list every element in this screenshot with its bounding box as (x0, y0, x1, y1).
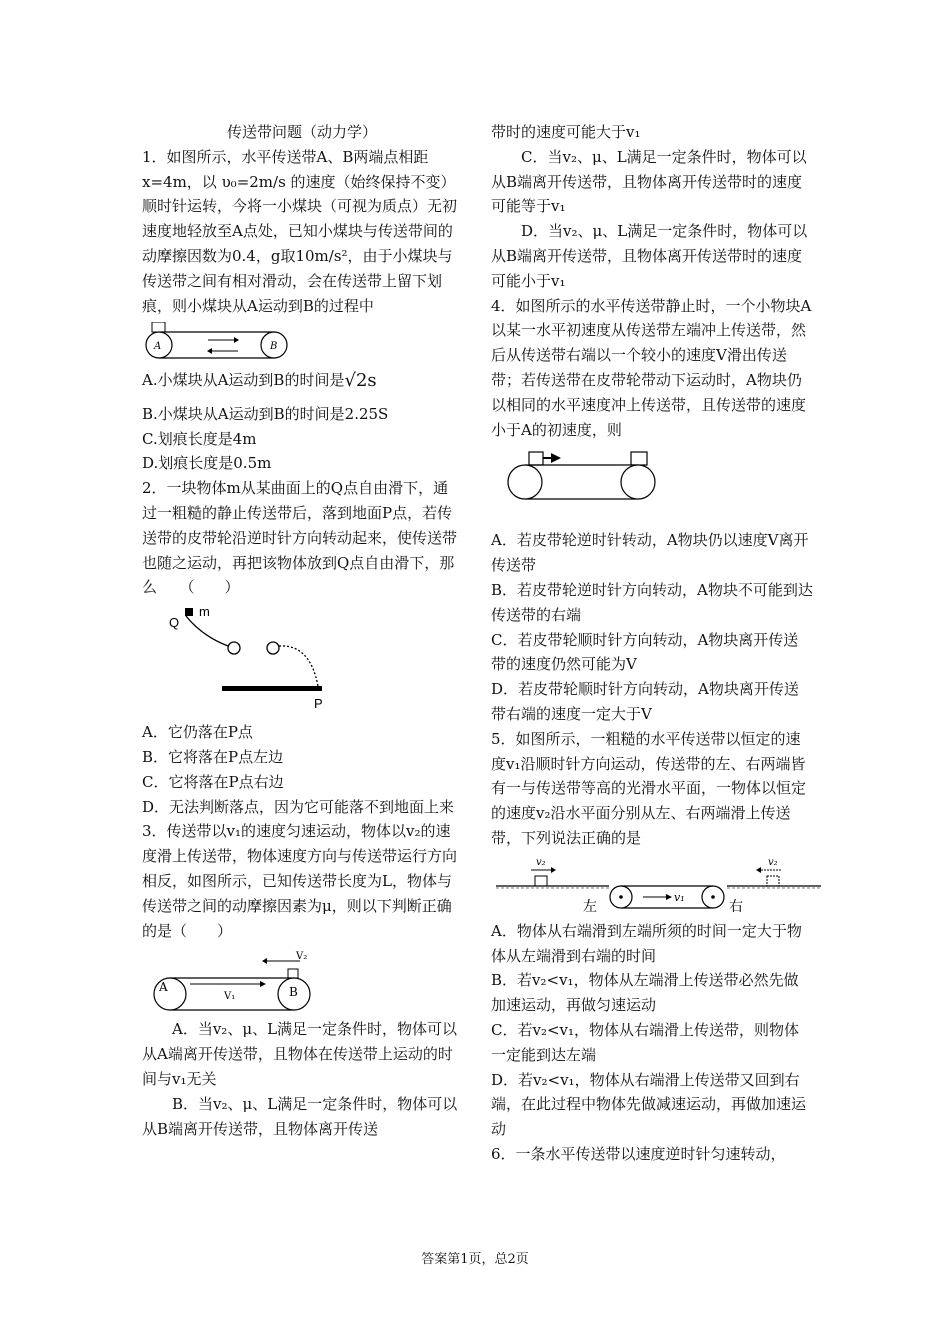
q4-figure (491, 446, 661, 518)
q3-option-b-part1: B．当v₂、μ、L满足一定条件时，物体可以从B端离开传送带，且物体离开传送 (142, 1094, 458, 1138)
q4-stem: 4．如图所示的水平传送带静止时，一个小物块A以某一水平初速度从传送带左端冲上传送带，然后从传送带右端以一个较小的速度V滑出传送带；若传送带在皮带轮带动下运动时，A物块仍以相同的水平速度冲上传送带，且传送带的速度小于A的初速度，则 (491, 296, 812, 439)
q1-option-c: C.划痕长度是4m (142, 429, 257, 448)
q2-stem: 2．一块物体m从某曲面上的Q点自由滑下，通过一粗糙的静止传送带后，落到地面P点，若传送带的皮带轮沿逆时针方向转动起来，使传送带也随之运动，再把该物体放到Q点自由滑下，那么 （ ） (142, 479, 458, 597)
q3-option-d: D．当v₂、μ、L满足一定条件时，物体可以从B端离开传送带，且物体离开传送带时的速度可能小于v₁ (491, 222, 808, 290)
q5-stem: 5．如图所示，一粗糙的水平传送带以恒定的速度v₁沿顺时针方向运动，传送带的左、右两端皆有一与传送带等高的光滑水平面，一物体以恒定的速度v₂沿水平面分别从左、右两端滑上传送带，下列说法正确的是 (491, 729, 807, 847)
q5-option-d: D．若v₂<v₁，物体从右端滑上传送带又回到右端，在此过程中物体先做减速运动，再做加速运动 (491, 1070, 807, 1139)
q2-option-a: A．它仍落在P点 (142, 723, 253, 742)
q2-option-c: C．它将落在P点右边 (142, 772, 284, 791)
q3-figure (142, 947, 317, 1013)
q1-fig-label-a: A (154, 341, 162, 353)
q5-option-a: A．物体从右端滑到左端所须的时间一定大于物体从左端滑到右端的时间 (491, 921, 802, 965)
q3-option-c: C．当v₂、μ、L满足一定条件时，物体可以从B端离开传送带，且物体离开传送带时的速度可能等于v₁ (491, 147, 807, 216)
q2-fig-label-p: P (314, 696, 323, 712)
q5-fig-label-v1: v₁ (674, 890, 685, 904)
q3-option-a: A．当v₂、μ、L满足一定条件时，物体可以从A端离开传送带，且物体在传送带上运动的时间与v₁无关 (142, 1020, 458, 1088)
q5-option-c: C．若v₂<v₁，物体从右端滑上传送带，则物体一定能到达左端 (491, 1020, 800, 1064)
q1-option-a-text: A.小煤块从A运动到B的时间是 (142, 371, 345, 390)
page-title: 传送带问题（动力学） (226, 123, 377, 141)
q5-fig-label-v2-right: v₂ (768, 856, 778, 868)
q1-option-b: B.小煤块从A运动到B的时间是2.25S (142, 404, 389, 423)
q2-fig-label-m: m (199, 604, 210, 620)
q3-stem: 3．传送带以v₁的速度匀速运动，物体以v₂的速度滑上传送带，物体速度方向与传送带运行方向相反，如图所示，已知传送带长度为L，物体与传送带之间的动摩擦因素为μ，则以下判断正确的是（ ） (142, 822, 458, 940)
q5-fig-label-left: 左 (583, 898, 597, 915)
q3-fig-label-v1: V₁ (224, 991, 236, 1003)
q2-fig-label-q: Q (169, 615, 180, 631)
q2-option-b: B．它将落在P点左边 (142, 747, 284, 766)
q5-fig-label-right: 右 (729, 898, 743, 915)
q1-stem: 1．如图所示，水平传送带A、B两端点相距x=4m，以 υ₀=2m/s 的速度（始终保持不变）顺时针运转，今将一小煤块（可视为质点）无初速度地轻放至A点处，已知小煤块与传送带间的动摩擦因数为0.4，g取10m/s²，由于小煤块与传送带之间有相对滑动，会在传送带上留下划痕，则小煤块从A运动到B的过程中 (142, 147, 458, 315)
q6-stem: 6．一条水平传送带以速度逆时针匀速转动， (491, 1144, 786, 1163)
q5-figure (491, 855, 821, 915)
q2-option-d: D．无法判断落点，因为它可能落不到地面上来 (142, 797, 455, 816)
q5-option-b: B．若v₂<v₁，物体从左端滑上传送带必然先做加速运动，再做匀速运动 (491, 971, 799, 1015)
q1-fig-label-b: B (270, 341, 278, 353)
q5-fig-label-v2-left: v₂ (536, 856, 546, 868)
q1-option-a-math: √2s (344, 369, 377, 391)
q1-option-a (142, 368, 462, 393)
left-column (142, 120, 462, 1141)
q4-option-b: B．若皮带轮逆时针方向转动，A物块不可能到达传送带的右端 (491, 580, 813, 624)
q1-figure (142, 322, 292, 362)
q3-fig-label-b: B (289, 985, 298, 1000)
q4-option-c: C．若皮带轮顺时针方向转动，A物块离开传送带的速度仍然可能为V (491, 630, 799, 674)
q4-option-d: D．若皮带轮顺时针方向转动，A物块离开传送带右端的速度一定大于V (491, 680, 799, 723)
q3-option-b-part2: 带时的速度可能大于v₁ (491, 123, 641, 141)
q3-fig-label-a: A (159, 980, 168, 995)
q1-option-d: D.划痕长度是0.5m (142, 454, 272, 473)
q3-fig-label-v2: V₂ (296, 951, 308, 963)
page-footer: 答案第1页，总2页 (421, 1252, 529, 1267)
q2-figure (142, 604, 342, 716)
right-column (491, 120, 813, 1167)
q4-option-a: A．若皮带轮逆时针转动，A物块仍以速度V离开传送带 (491, 531, 809, 575)
